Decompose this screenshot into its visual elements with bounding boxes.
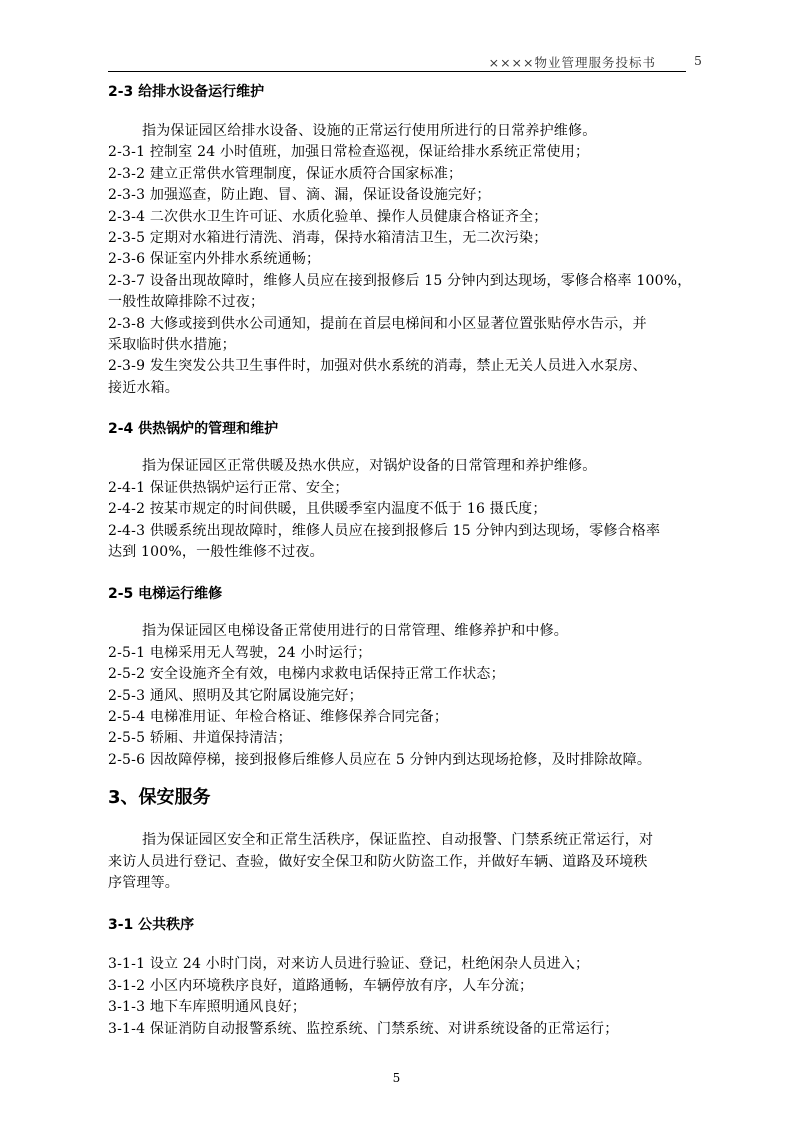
- page-header: [108, 50, 702, 72]
- list-item: 采取临时供水措施；: [108, 337, 236, 354]
- list-item: 2-5-1 电梯采用无人驾驶，24 小时运行；: [108, 644, 372, 661]
- list-item: 2-5-2 安全设施齐全有效，电梯内求救电话保持正常工作状态；: [108, 666, 505, 683]
- list-item: 2-5-5 轿厢、井道保持清洁；: [108, 730, 292, 747]
- list-item: 2-3-5 定期对水箱进行清洗、消毒，保持水箱清洁卫生，无二次污染；: [108, 230, 548, 247]
- list-item: 2-3-4 二次供水卫生许可证、水质化验单、操作人员健康合格证齐全；: [108, 208, 548, 225]
- list-item: 2-4-3 供暖系统出现故障时，维修人员应在接到报修后 15 分钟内到达现场，零修合格率: [108, 522, 661, 539]
- section-intro: 指为保证园区电梯设备正常使用进行的日常管理、维修养护和中修。: [142, 623, 568, 640]
- section-heading-2-5: 2-5 电梯运行维修: [108, 586, 223, 603]
- section-heading-2-4: 2-4 供热锅炉的管理和维护: [108, 421, 279, 438]
- list-item: 2-3-6 保证室内外排水系统通畅；: [108, 251, 321, 268]
- header-page-number: 5: [694, 53, 702, 68]
- list-item: 2-5-3 通风、照明及其它附属设施完好；: [108, 687, 363, 704]
- section-intro: 指为保证园区正常供暖及热水供应，对锅炉设备的日常管理和养护维修。: [142, 458, 597, 475]
- list-item: 2-3-2 建立正常供水管理制度，保证水质符合国家标准；: [108, 165, 463, 182]
- list-item: 达到 100%，一般性维修不过夜。: [108, 543, 324, 560]
- list-item: 2-5-4 电梯准用证、年检合格证、维修保养合同完备；: [108, 708, 449, 725]
- section-heading-3-1: 3-1 公共秩序: [108, 917, 195, 934]
- list-item: 3-1-4 保证消防自动报警系统、监控系统、门禁系统、对讲系统设备的正常运行；: [108, 1020, 619, 1037]
- list-item: 2-4-2 按某市规定的时间供暖，且供暖季室内温度不低于 16 摄氏度；: [108, 501, 547, 518]
- list-item: 2-4-1 保证供热锅炉运行正常、安全；: [108, 479, 349, 496]
- section-intro-continued: 序管理等。: [108, 874, 179, 891]
- list-item: 一般性故障排除不过夜；: [108, 294, 265, 311]
- section-intro-continued: 来访人员进行登记、查验，做好安全保卫和防火防盗工作，并做好车辆、道路及环境秩: [108, 853, 648, 870]
- list-item: 2-5-6 因故障停梯，接到报修后维修人员应在 5 分钟内到达现场抢修，及时排除故障。: [108, 751, 652, 768]
- document-title: ××××物业管理服务投标书: [488, 55, 656, 70]
- list-item: 2-3-9 发生突发公共卫生事件时，加强对供水系统的消毒，禁止无关人员进入水泵房、: [108, 358, 647, 375]
- document-body: [108, 77, 724, 1040]
- list-item: 接近水箱。: [108, 379, 179, 396]
- list-item: 3-1-3 地下车库照明通风良好；: [108, 999, 307, 1016]
- list-item: 2-3-3 加强巡查，防止跑、冒、滴、漏，保证设备设施完好；: [108, 187, 491, 204]
- section-intro: 指为保证园区安全和正常生活秩序，保证监控、自动报警、门禁系统正常运行，对: [142, 832, 654, 849]
- list-item: 3-1-1 设立 24 小时门岗，对来访人员进行验证、登记，杜绝闲杂人员进入；: [108, 956, 590, 973]
- list-item: 3-1-2 小区内环境秩序良好，道路通畅，车辆停放有序，人车分流；: [108, 977, 534, 994]
- section-intro: 指为保证园区给排水设备、设施的正常运行使用所进行的日常养护维修。: [142, 123, 597, 139]
- list-item: 2-3-1 控制室 24 小时值班，加强日常检查巡视，保证给排水系统正常使用；: [108, 144, 590, 161]
- list-item: 2-3-8 大修或接到供水公司通知，提前在首层电梯间和小区显著位置张贴停水告示，并: [108, 315, 647, 332]
- section-heading-3: 3、保安服务: [108, 787, 211, 809]
- section-heading-2-3: 2-3 给排水设备运行维护: [108, 84, 265, 100]
- page-footer-number: 5: [392, 1071, 401, 1085]
- list-item: 2-3-7 设备出现故障时，维修人员应在接到报修后 15 分钟内到达现场，零修合格率 100%，: [108, 272, 692, 289]
